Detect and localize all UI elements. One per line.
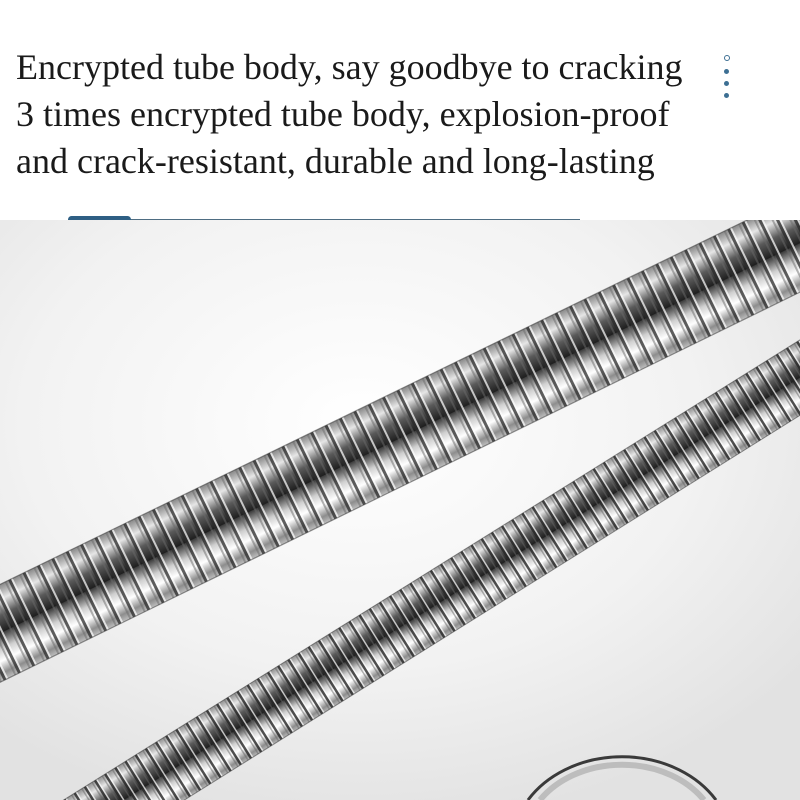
headline-line-3: and crack-resistant, durable and long-lasting <box>16 141 655 181</box>
hose-photo <box>0 220 800 800</box>
headline <box>16 44 716 185</box>
headline-line-2: 3 times encrypted tube body, explosion-proof <box>16 94 670 134</box>
more-dots-icon <box>723 55 731 107</box>
headline-line-1: Encrypted tube body, say goodbye to cracking <box>16 47 683 87</box>
